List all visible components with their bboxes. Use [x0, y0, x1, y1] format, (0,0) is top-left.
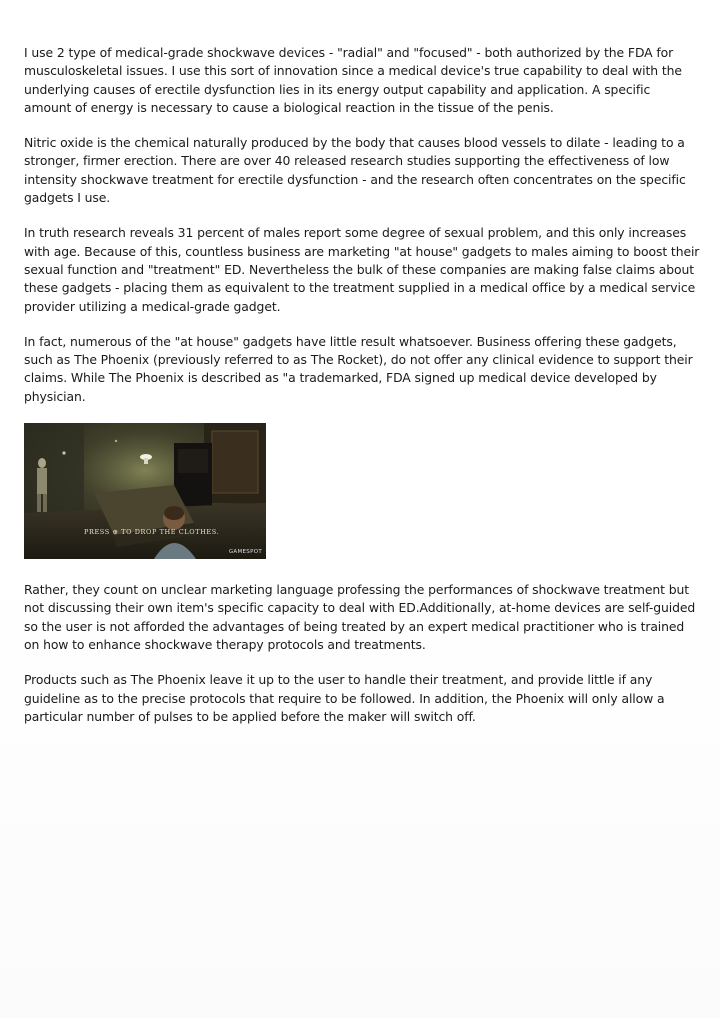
paragraph: Nitric oxide is the chemical naturally produced by the body that causes blood vessels to dilate - leading to a stronger, firmer erection. There are over 40 released research studies supporting the effectiveness of low intensity shockwave treatment for erectile dysfunction - and the research often concentrates on the specific gadgets I use. — [24, 135, 686, 206]
watermark-logo: GAMESPOT — [228, 549, 262, 556]
paragraph: Products such as The Phoenix leave it up to the user to handle their treatment, and provide little if any guideline as to the precise protocols that require to be followed. In addition, the Phoenix will only allow a particular number of pulses to be applied before the maker will switch off. — [24, 672, 665, 724]
article-body — [24, 44, 700, 743]
paragraph: Rather, they count on unclear marketing language professing the performances of shockwave treatment but not discussing their own item's specific capacity to deal with ED.Additionally, at-home devices are self-guided so the user is not afforded the advantages of being treated by an expert medical practitioner who is trained on how to enhance shockwave therapy protocols and treatments. — [24, 582, 696, 652]
paragraph: In truth research reveals 31 percent of males report some degree of sexual problem, and this only increases with age. Because of this, countless business are marketing "at house" gadgets to males aiming to boost their sexual function and "treatment" ED. Nevertheless the bulk of these companies are making false claims about these gadgets - placing them as equivalent to the treatment supplied in a medical office by a medical service provider utilizing a medical-grade gadget. — [24, 225, 700, 314]
paragraph: In fact, numerous of the "at house" gadgets have little result whatsoever. Business offering these gadgets, such as The Phoenix (previously referred to as The Rocket), do not offer any clinical evidence to support their claims. While The Phoenix is described as "a trademarked, FDA signed up medical device developed by physician. — [24, 333, 693, 404]
paragraph: I use 2 type of medical-grade shockwave devices - "radial" and "focused" - both authorized by the FDA for musculoskeletal issues. I use this sort of innovation since a medical device's true capability to deal with the underlying causes of erectile dysfunction lies in its energy output capability and application. A specific amount of energy is necessary to cause a biological reaction in the tissue of the penis. — [24, 45, 682, 115]
game-screenshot-image — [24, 423, 266, 559]
image-caption-overlay: PRESS ⊕ TO DROP THE CLOTHES. — [84, 528, 220, 537]
article-image — [24, 423, 266, 559]
